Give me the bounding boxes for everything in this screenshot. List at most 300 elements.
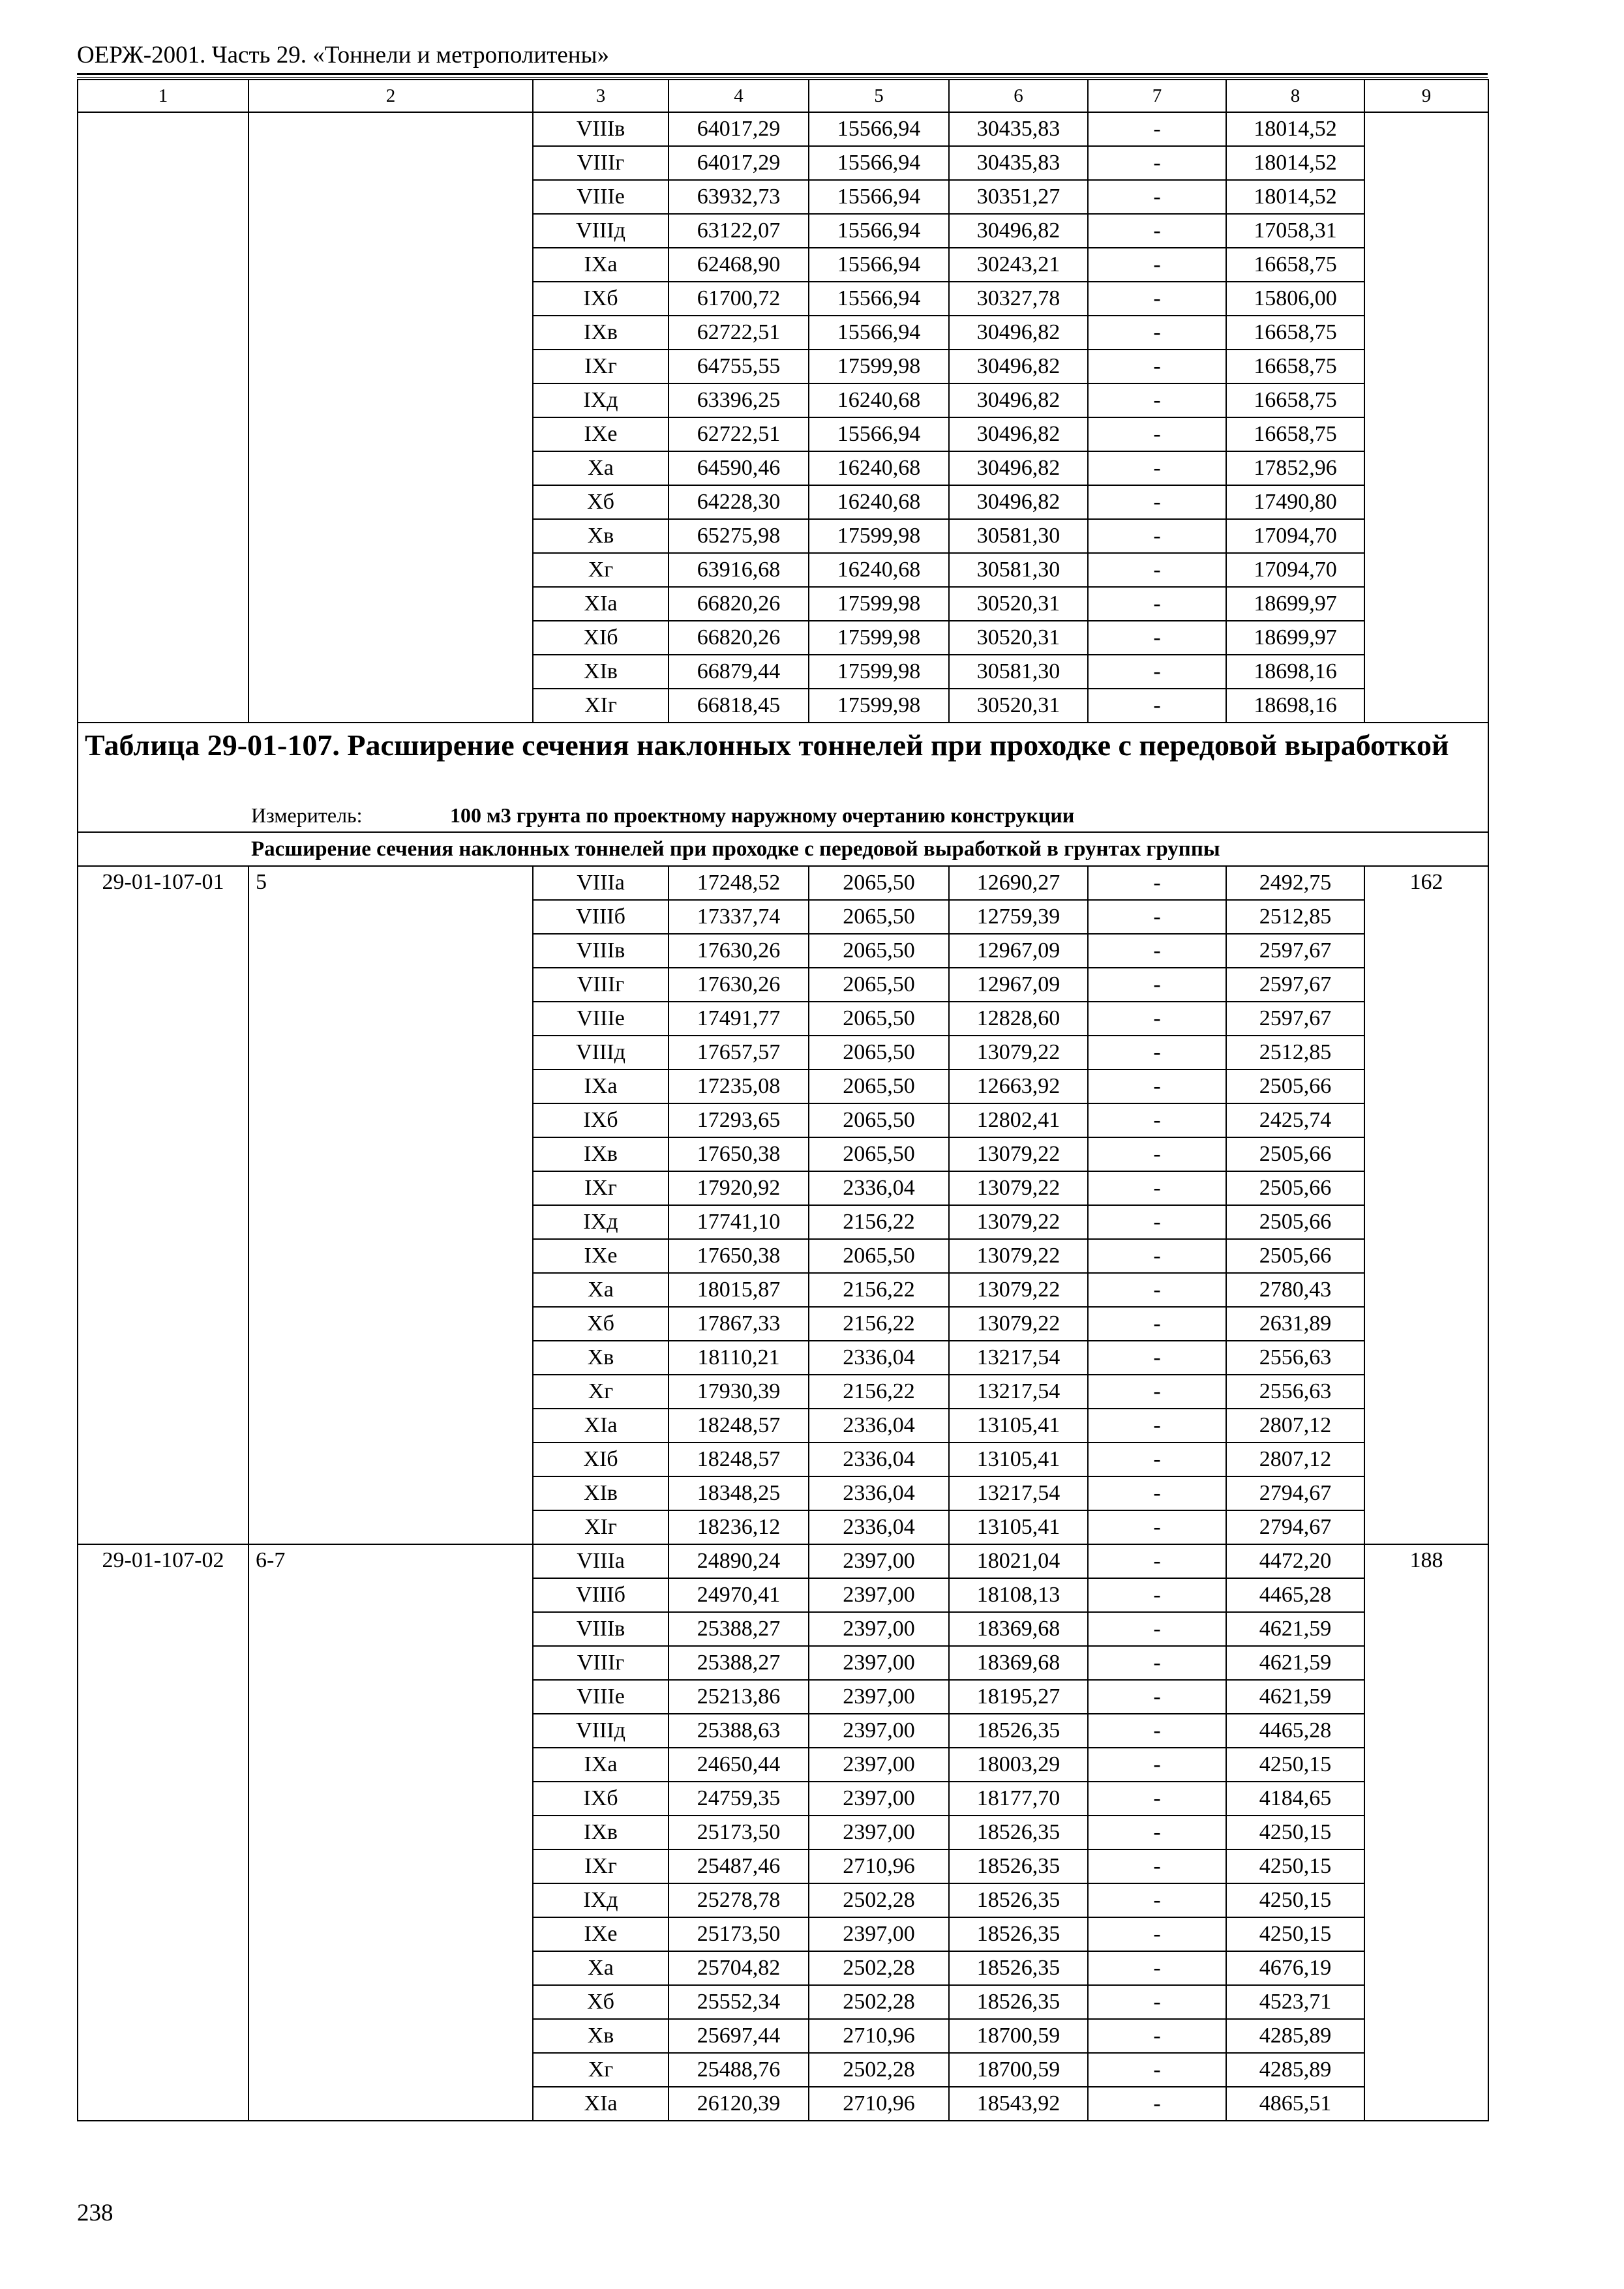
driver-wages-cell: - <box>1088 1816 1226 1849</box>
materials-cell: 4250,15 <box>1226 1816 1364 1849</box>
machines-cell: 30520,31 <box>949 621 1088 655</box>
soil-class-cell: IXв <box>533 1137 669 1171</box>
wages-cell: 2397,00 <box>809 1714 949 1748</box>
total-cost-cell: 63916,68 <box>669 553 809 587</box>
machines-cell: 12663,92 <box>949 1070 1088 1103</box>
total-cost-cell: 25388,27 <box>669 1646 809 1680</box>
materials-cell: 4465,28 <box>1226 1714 1364 1748</box>
wages-cell: 15566,94 <box>809 214 949 248</box>
materials-cell: 2807,12 <box>1226 1443 1364 1476</box>
wages-cell: 16240,68 <box>809 485 949 519</box>
driver-wages-cell: - <box>1088 1510 1226 1544</box>
column-header: 6 <box>949 80 1088 112</box>
materials-cell: 2505,66 <box>1226 1205 1364 1239</box>
machines-cell: 18700,59 <box>949 2019 1088 2053</box>
soil-class-cell: IXг <box>533 1171 669 1205</box>
driver-wages-cell: - <box>1088 1273 1226 1307</box>
rate-code-cell: 29-01-107-02 <box>78 1544 248 2121</box>
measurer-row <box>78 798 1488 832</box>
machines-cell: 18526,35 <box>949 1917 1088 1951</box>
machines-cell: 12967,09 <box>949 968 1088 1002</box>
soil-class-cell: IXб <box>533 1782 669 1816</box>
driver-wages-cell: - <box>1088 1714 1226 1748</box>
machines-cell: 30435,83 <box>949 112 1088 146</box>
total-cost-cell: 18015,87 <box>669 1273 809 1307</box>
table-row <box>78 112 1488 146</box>
wages-cell: 2336,04 <box>809 1409 949 1443</box>
wages-cell: 2065,50 <box>809 1137 949 1171</box>
soil-class-cell: IXг <box>533 350 669 383</box>
total-cost-cell: 17293,65 <box>669 1103 809 1137</box>
soil-class-cell: IXд <box>533 383 669 417</box>
wages-cell: 2397,00 <box>809 1612 949 1646</box>
materials-cell: 4285,89 <box>1226 2019 1364 2053</box>
materials-cell: 4250,15 <box>1226 1849 1364 1883</box>
column-header: 7 <box>1088 80 1226 112</box>
driver-wages-cell: - <box>1088 2053 1226 2087</box>
driver-wages-cell: - <box>1088 1341 1226 1375</box>
wages-cell: 2397,00 <box>809 1646 949 1680</box>
total-cost-cell: 64590,46 <box>669 451 809 485</box>
soil-group-cell <box>248 112 533 723</box>
materials-cell: 2794,67 <box>1226 1510 1364 1544</box>
machines-cell: 12759,39 <box>949 900 1088 934</box>
machines-cell: 13079,22 <box>949 1205 1088 1239</box>
machines-cell: 30496,82 <box>949 383 1088 417</box>
soil-class-cell: Xг <box>533 1375 669 1409</box>
total-cost-cell: 17650,38 <box>669 1137 809 1171</box>
wages-cell: 15566,94 <box>809 248 949 282</box>
wages-cell: 17599,98 <box>809 587 949 621</box>
machines-cell: 30327,78 <box>949 282 1088 316</box>
wages-cell: 2336,04 <box>809 1341 949 1375</box>
soil-class-cell: Xа <box>533 451 669 485</box>
driver-wages-cell: - <box>1088 2087 1226 2121</box>
column-header: 1 <box>78 80 248 112</box>
soil-class-cell: VIIIд <box>533 1714 669 1748</box>
wages-cell: 15566,94 <box>809 146 949 180</box>
wages-cell: 2710,96 <box>809 2019 949 2053</box>
materials-cell: 4250,15 <box>1226 1883 1364 1917</box>
materials-cell: 4676,19 <box>1226 1951 1364 1985</box>
driver-wages-cell: - <box>1088 1680 1226 1714</box>
machines-cell: 18526,35 <box>949 1849 1088 1883</box>
total-cost-cell: 25487,46 <box>669 1849 809 1883</box>
soil-class-cell: IXд <box>533 1883 669 1917</box>
wages-cell: 2336,04 <box>809 1171 949 1205</box>
soil-class-cell: VIIIв <box>533 1612 669 1646</box>
rates-table-body <box>78 80 1488 2121</box>
driver-wages-cell: - <box>1088 1239 1226 1273</box>
machines-cell: 18108,13 <box>949 1578 1088 1612</box>
materials-cell: 2807,12 <box>1226 1409 1364 1443</box>
driver-wages-cell: - <box>1088 1137 1226 1171</box>
total-cost-cell: 64017,29 <box>669 146 809 180</box>
materials-cell: 4184,65 <box>1226 1782 1364 1816</box>
machines-cell: 30520,31 <box>949 587 1088 621</box>
machines-cell: 30581,30 <box>949 519 1088 553</box>
wages-cell: 15566,94 <box>809 180 949 214</box>
driver-wages-cell: - <box>1088 282 1226 316</box>
materials-cell: 4250,15 <box>1226 1917 1364 1951</box>
materials-cell: 17058,31 <box>1226 214 1364 248</box>
total-cost-cell: 25173,50 <box>669 1816 809 1849</box>
total-cost-cell: 24759,35 <box>669 1782 809 1816</box>
soil-class-cell: IXб <box>533 282 669 316</box>
wages-cell: 2065,50 <box>809 1103 949 1137</box>
materials-cell: 2631,89 <box>1226 1307 1364 1341</box>
total-cost-cell: 18236,12 <box>669 1510 809 1544</box>
materials-cell: 2512,85 <box>1226 900 1364 934</box>
total-cost-cell: 18110,21 <box>669 1341 809 1375</box>
machines-cell: 18526,35 <box>949 1951 1088 1985</box>
total-cost-cell: 25173,50 <box>669 1917 809 1951</box>
soil-class-cell: Xг <box>533 553 669 587</box>
soil-class-cell: XIв <box>533 655 669 689</box>
measurer-value: 100 м3 грунта по проектному наружному очертанию конструкции <box>450 803 1075 827</box>
soil-class-cell: IXг <box>533 1849 669 1883</box>
machines-cell: 13217,54 <box>949 1375 1088 1409</box>
driver-wages-cell: - <box>1088 934 1226 968</box>
materials-cell: 4465,28 <box>1226 1578 1364 1612</box>
machines-cell: 30435,83 <box>949 146 1088 180</box>
wages-cell: 2336,04 <box>809 1476 949 1510</box>
driver-wages-cell: - <box>1088 1951 1226 1985</box>
materials-cell: 16658,75 <box>1226 316 1364 350</box>
materials-cell: 4523,71 <box>1226 1985 1364 2019</box>
measurer <box>78 798 1488 832</box>
machines-cell: 13079,22 <box>949 1137 1088 1171</box>
materials-cell: 2492,75 <box>1226 866 1364 900</box>
wages-cell: 2502,28 <box>809 2053 949 2087</box>
total-cost-cell: 17235,08 <box>669 1070 809 1103</box>
driver-wages-cell: - <box>1088 1917 1226 1951</box>
materials-cell: 16658,75 <box>1226 383 1364 417</box>
machines-cell: 18526,35 <box>949 1985 1088 2019</box>
total-cost-cell: 25388,27 <box>669 1612 809 1646</box>
driver-wages-cell: - <box>1088 553 1226 587</box>
machines-cell: 30496,82 <box>949 417 1088 451</box>
wages-cell: 2065,50 <box>809 934 949 968</box>
wages-cell: 2397,00 <box>809 1782 949 1816</box>
machines-cell: 30496,82 <box>949 316 1088 350</box>
wages-cell: 2397,00 <box>809 1544 949 1578</box>
driver-wages-cell: - <box>1088 1883 1226 1917</box>
driver-wages-cell: - <box>1088 180 1226 214</box>
driver-wages-cell: - <box>1088 1443 1226 1476</box>
machines-cell: 18526,35 <box>949 1714 1088 1748</box>
total-cost-cell: 63932,73 <box>669 180 809 214</box>
header-rule <box>77 73 1488 75</box>
rate-code-cell: 29-01-107-01 <box>78 866 248 1544</box>
machines-cell: 30581,30 <box>949 655 1088 689</box>
total-cost-cell: 25697,44 <box>669 2019 809 2053</box>
soil-class-cell: VIIIе <box>533 1002 669 1036</box>
total-cost-cell: 17920,92 <box>669 1171 809 1205</box>
total-cost-cell: 17867,33 <box>669 1307 809 1341</box>
total-cost-cell: 63396,25 <box>669 383 809 417</box>
soil-class-cell: VIIIб <box>533 1578 669 1612</box>
total-cost-cell: 25388,63 <box>669 1714 809 1748</box>
total-cost-cell: 65275,98 <box>669 519 809 553</box>
driver-wages-cell: - <box>1088 1476 1226 1510</box>
code-cell <box>78 112 248 723</box>
wages-cell: 15566,94 <box>809 282 949 316</box>
total-cost-cell: 66879,44 <box>669 655 809 689</box>
wages-cell: 2397,00 <box>809 1680 949 1714</box>
soil-class-cell: VIIIа <box>533 866 669 900</box>
wages-cell: 2065,50 <box>809 900 949 934</box>
soil-class-cell: IXв <box>533 316 669 350</box>
soil-class-cell: VIIIе <box>533 1680 669 1714</box>
soil-class-cell: XIб <box>533 1443 669 1476</box>
machines-cell: 13217,54 <box>949 1341 1088 1375</box>
machines-cell: 13079,22 <box>949 1171 1088 1205</box>
machines-cell: 13217,54 <box>949 1476 1088 1510</box>
wages-cell: 2156,22 <box>809 1205 949 1239</box>
soil-class-cell: Xг <box>533 2053 669 2087</box>
total-cost-cell: 64228,30 <box>669 485 809 519</box>
wages-cell: 2502,28 <box>809 1951 949 1985</box>
total-cost-cell: 63122,07 <box>669 214 809 248</box>
total-cost-cell: 17741,10 <box>669 1205 809 1239</box>
column-header: 4 <box>669 80 809 112</box>
soil-class-cell: XIг <box>533 689 669 723</box>
soil-class-cell: XIа <box>533 2087 669 2121</box>
driver-wages-cell: - <box>1088 1985 1226 2019</box>
wages-cell: 2065,50 <box>809 1239 949 1273</box>
driver-wages-cell: - <box>1088 1070 1226 1103</box>
driver-wages-cell: - <box>1088 621 1226 655</box>
subsection-cell <box>78 832 1488 866</box>
soil-class-cell: Xб <box>533 1307 669 1341</box>
materials-cell: 4250,15 <box>1226 1748 1364 1782</box>
machines-cell: 18543,92 <box>949 2087 1088 2121</box>
machines-cell: 18195,27 <box>949 1680 1088 1714</box>
measurer-label: Измеритель: <box>251 803 363 827</box>
total-cost-cell: 18348,25 <box>669 1476 809 1510</box>
machines-cell: 30520,31 <box>949 689 1088 723</box>
col9-cell <box>1364 112 1488 723</box>
materials-cell: 2505,66 <box>1226 1239 1364 1273</box>
machines-cell: 30496,82 <box>949 214 1088 248</box>
total-cost-cell: 18248,57 <box>669 1443 809 1476</box>
soil-class-cell: VIIIа <box>533 1544 669 1578</box>
materials-cell: 15806,00 <box>1226 282 1364 316</box>
driver-wages-cell: - <box>1088 587 1226 621</box>
driver-wages-cell: - <box>1088 968 1226 1002</box>
materials-cell: 18014,52 <box>1226 112 1364 146</box>
total-cost-cell: 62468,90 <box>669 248 809 282</box>
soil-class-cell: VIIIд <box>533 1036 669 1070</box>
driver-wages-cell: - <box>1088 451 1226 485</box>
soil-class-cell: VIIIв <box>533 112 669 146</box>
driver-wages-cell: - <box>1088 316 1226 350</box>
driver-wages-cell: - <box>1088 417 1226 451</box>
wages-cell: 17599,98 <box>809 519 949 553</box>
driver-wages-cell: - <box>1088 214 1226 248</box>
soil-class-cell: Xб <box>533 1985 669 2019</box>
soil-class-cell: IXа <box>533 1748 669 1782</box>
soil-class-cell: IXб <box>533 1103 669 1137</box>
total-cost-cell: 64755,55 <box>669 350 809 383</box>
column-header: 2 <box>248 80 533 112</box>
soil-class-cell: IXа <box>533 1070 669 1103</box>
soil-class-cell: Xб <box>533 485 669 519</box>
soil-class-cell: Xв <box>533 519 669 553</box>
materials-cell: 18698,16 <box>1226 655 1364 689</box>
wages-cell: 16240,68 <box>809 383 949 417</box>
materials-cell: 16658,75 <box>1226 417 1364 451</box>
driver-wages-cell: - <box>1088 485 1226 519</box>
driver-wages-cell: - <box>1088 689 1226 723</box>
wages-cell: 15566,94 <box>809 112 949 146</box>
driver-wages-cell: - <box>1088 1544 1226 1578</box>
driver-wages-cell: - <box>1088 1748 1226 1782</box>
machines-cell: 18700,59 <box>949 2053 1088 2087</box>
wages-cell: 2336,04 <box>809 1510 949 1544</box>
machines-cell: 30581,30 <box>949 553 1088 587</box>
materials-cell: 17094,70 <box>1226 553 1364 587</box>
materials-cell: 17852,96 <box>1226 451 1364 485</box>
materials-cell: 16658,75 <box>1226 350 1364 383</box>
wages-cell: 2710,96 <box>809 2087 949 2121</box>
wages-cell: 2065,50 <box>809 1070 949 1103</box>
materials-cell: 2597,67 <box>1226 1002 1364 1036</box>
total-cost-cell: 17248,52 <box>669 866 809 900</box>
wages-cell: 2397,00 <box>809 1578 949 1612</box>
driver-wages-cell: - <box>1088 1307 1226 1341</box>
materials-cell: 18699,97 <box>1226 587 1364 621</box>
total-cost-cell: 25552,34 <box>669 1985 809 2019</box>
materials-cell: 17094,70 <box>1226 519 1364 553</box>
wages-cell: 2156,22 <box>809 1307 949 1341</box>
driver-wages-cell: - <box>1088 112 1226 146</box>
machines-cell: 18003,29 <box>949 1748 1088 1782</box>
materials-cell: 4285,89 <box>1226 2053 1364 2087</box>
materials-cell: 18014,52 <box>1226 146 1364 180</box>
column-header: 9 <box>1364 80 1488 112</box>
total-cost-cell: 66820,26 <box>669 587 809 621</box>
driver-wages-cell: - <box>1088 1646 1226 1680</box>
soil-group-cell: 6-7 <box>248 1544 533 2121</box>
table-title-row <box>78 723 1488 798</box>
machines-cell: 30351,27 <box>949 180 1088 214</box>
soil-class-cell: IXе <box>533 1239 669 1273</box>
soil-class-cell: Xа <box>533 1951 669 1985</box>
machines-cell: 13105,41 <box>949 1510 1088 1544</box>
column-header: 3 <box>533 80 669 112</box>
column-header: 5 <box>809 80 949 112</box>
driver-wages-cell: - <box>1088 1849 1226 1883</box>
materials-cell: 2597,67 <box>1226 968 1364 1002</box>
machines-cell: 12967,09 <box>949 934 1088 968</box>
total-cost-cell: 66820,26 <box>669 621 809 655</box>
wages-cell: 2156,22 <box>809 1273 949 1307</box>
materials-cell: 2425,74 <box>1226 1103 1364 1137</box>
wages-cell: 2065,50 <box>809 1036 949 1070</box>
wages-cell: 2336,04 <box>809 1443 949 1476</box>
table-row <box>78 1544 1488 1578</box>
wages-cell: 2065,50 <box>809 866 949 900</box>
total-cost-cell: 62722,51 <box>669 417 809 451</box>
driver-wages-cell: - <box>1088 2019 1226 2053</box>
driver-wages-cell: - <box>1088 1002 1226 1036</box>
machines-cell: 18369,68 <box>949 1612 1088 1646</box>
soil-class-cell: Xа <box>533 1273 669 1307</box>
driver-wages-cell: - <box>1088 1375 1226 1409</box>
subsection-row <box>78 832 1488 866</box>
driver-wages-cell: - <box>1088 1578 1226 1612</box>
soil-class-cell: VIIIг <box>533 968 669 1002</box>
machines-cell: 30243,21 <box>949 248 1088 282</box>
wages-cell: 2156,22 <box>809 1375 949 1409</box>
soil-class-cell: XIа <box>533 587 669 621</box>
machines-cell: 18526,35 <box>949 1816 1088 1849</box>
soil-class-cell: IXа <box>533 248 669 282</box>
materials-cell: 18699,97 <box>1226 621 1364 655</box>
wages-cell: 17599,98 <box>809 621 949 655</box>
driver-wages-cell: - <box>1088 350 1226 383</box>
total-cost-cell: 61700,72 <box>669 282 809 316</box>
machines-cell: 18021,04 <box>949 1544 1088 1578</box>
wages-cell: 2502,28 <box>809 1883 949 1917</box>
total-cost-cell: 17630,26 <box>669 968 809 1002</box>
subsection-title: Расширение сечения наклонных тоннелей при проходке с передовой выработкой в грунтах группы <box>251 837 1220 861</box>
wages-cell: 15566,94 <box>809 316 949 350</box>
materials-cell: 16658,75 <box>1226 248 1364 282</box>
materials-cell: 18014,52 <box>1226 180 1364 214</box>
machines-cell: 13105,41 <box>949 1409 1088 1443</box>
wages-cell: 17599,98 <box>809 350 949 383</box>
wages-cell: 2397,00 <box>809 1748 949 1782</box>
wages-cell: 2397,00 <box>809 1816 949 1849</box>
machines-cell: 13079,22 <box>949 1307 1088 1341</box>
driver-wages-cell: - <box>1088 383 1226 417</box>
total-cost-cell: 17930,39 <box>669 1375 809 1409</box>
soil-class-cell: VIIIг <box>533 1646 669 1680</box>
page-number: 238 <box>77 2200 113 2226</box>
column-header: 8 <box>1226 80 1364 112</box>
total-cost-cell: 17650,38 <box>669 1239 809 1273</box>
materials-cell: 2780,43 <box>1226 1273 1364 1307</box>
machines-cell: 30496,82 <box>949 350 1088 383</box>
soil-class-cell: VIIIв <box>533 934 669 968</box>
driver-wages-cell: - <box>1088 146 1226 180</box>
total-cost-cell: 17491,77 <box>669 1002 809 1036</box>
machines-cell: 13079,22 <box>949 1036 1088 1070</box>
total-cost-cell: 62722,51 <box>669 316 809 350</box>
soil-class-cell: XIб <box>533 621 669 655</box>
wages-cell: 16240,68 <box>809 451 949 485</box>
total-cost-cell: 25704,82 <box>669 1951 809 1985</box>
total-cost-cell: 24970,41 <box>669 1578 809 1612</box>
driver-wages-cell: - <box>1088 248 1226 282</box>
driver-wages-cell: - <box>1088 519 1226 553</box>
total-cost-cell: 24890,24 <box>669 1544 809 1578</box>
soil-class-cell: IXв <box>533 1816 669 1849</box>
soil-class-cell: Xв <box>533 2019 669 2053</box>
driver-wages-cell: - <box>1088 1036 1226 1070</box>
materials-cell: 4621,59 <box>1226 1680 1364 1714</box>
wages-cell: 2065,50 <box>809 1002 949 1036</box>
materials-cell: 2794,67 <box>1226 1476 1364 1510</box>
machines-cell: 30496,82 <box>949 485 1088 519</box>
machines-cell: 30496,82 <box>949 451 1088 485</box>
total-cost-cell: 64017,29 <box>669 112 809 146</box>
wages-cell: 2397,00 <box>809 1917 949 1951</box>
machines-cell: 13079,22 <box>949 1273 1088 1307</box>
